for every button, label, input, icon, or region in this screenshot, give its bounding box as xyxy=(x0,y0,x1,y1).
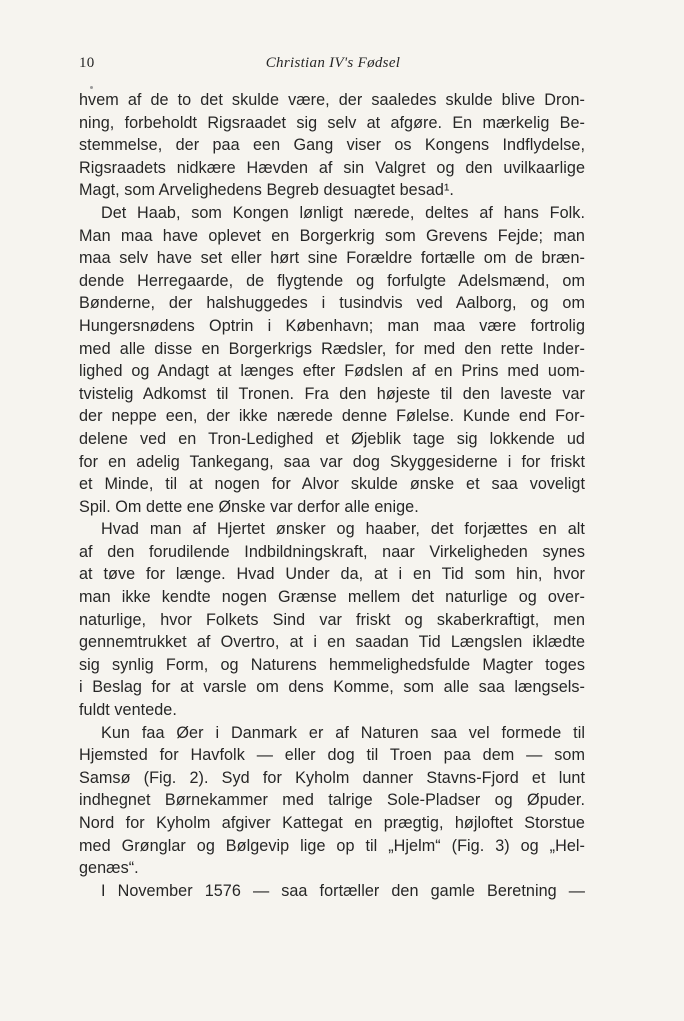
text-line: at tøve for længe. Hvad Under da, at i en Tid som hin, hvor xyxy=(79,565,585,584)
text-line: Magt, som Arvelighedens Begreb desuagtet besad¹. xyxy=(79,181,454,200)
text-line: Nord for Kyholm afgiver Kattegat en prægtig, højloftet Storstue xyxy=(79,814,585,832)
text-line: I November 1576 — saa fortæller den gamle Beretning — xyxy=(101,881,585,900)
running-header xyxy=(79,55,587,79)
text-line: Hjemsted for Havfolk — eller dog til Troen paa dem — som xyxy=(79,746,585,765)
text-line: med alle disse en Borgerkrigs Rædsler, for med den rette Inder- xyxy=(79,339,585,358)
running-title: Christian IV's Fødsel xyxy=(265,55,401,71)
text-line: Kun faa Øer i Danmark er af Naturen saa vel formede til xyxy=(101,723,585,742)
text-line: fuldt ventede. xyxy=(79,701,177,720)
text-line: med Grønglar og Bølgevip lige op til „Hjelm“ (Fig. 3) og „Hel- xyxy=(79,836,585,855)
text-line: gennemtrukket af Overtro, at i en saadan Tid Længslen iklædte xyxy=(79,633,585,652)
text-line: Hvad man af Hjertet ønsker og haaber, det forjættes en alt xyxy=(101,520,585,539)
text-line: indhegnet Børnekammer med talrige Sole-Pladser og Øpuder. xyxy=(79,791,585,810)
text-line: naturlige, hvor Folkets Sind var friskt og skaberkraftigt, men xyxy=(79,610,585,629)
text-line: Hungersnødens Optrin i København; man maa være fortrolig xyxy=(79,316,585,335)
text-line: dende Herregaarde, de flygtende og forfulgte Adelsmænd, om xyxy=(79,271,585,290)
text-line: Rigsraadets nidkære Hævden af sin Valgret og den uvilkaarlige xyxy=(79,158,585,177)
text-line: lighed og Andagt at længes efter Fødslen af en Prins med uom- xyxy=(79,362,585,381)
text-line: af den forudilende Indbildningskraft, naar Virkeligheden synes xyxy=(79,542,585,561)
text-line: Samsø (Fig. 2). Syd for Kyholm danner Stavns-Fjord et lunt xyxy=(79,768,585,787)
text-line: maa selv have set eller hørt sine Forældre fortælle om de bræn- xyxy=(79,249,585,268)
text-line: ning, forbeholdt Rigsraadet sig selv at afgøre. En mærkelig Be- xyxy=(79,113,585,132)
text-line: stemmelse, der paa een Gang viser os Kongens Indflydelse, xyxy=(79,136,585,155)
text-line: et Minde, til at nogen for Alvor skulde ønske et saa voveligt xyxy=(79,475,585,494)
text-line: Bønderne, der halshuggedes i tusindvis ved Aalborg, og om xyxy=(79,294,585,313)
body-text xyxy=(79,89,585,902)
text-line: i Beslag for at varsle om dens Komme, som alle saa længsels- xyxy=(79,678,585,697)
text-line: delene ved en Tron-Ledighed et Øjeblik tage sig lokkende ud xyxy=(79,429,585,448)
text-line: tvistelig Adkomst til Tronen. Fra den højeste til den laveste var xyxy=(79,384,585,403)
text-line: genæs“. xyxy=(79,859,139,878)
text-line: der neppe een, der ikke nærede denne Følelse. Kunde end For- xyxy=(79,407,585,426)
text-line: Det Haab, som Kongen lønligt nærede, deltes af hans Folk. xyxy=(101,203,585,222)
text-line: man ikke kendte nogen Grænse mellem det naturlige og over- xyxy=(79,588,585,607)
text-line: hvem af de to det skulde være, der saaledes skulde blive Dron- xyxy=(79,91,585,109)
page-number: 10 xyxy=(79,55,95,71)
text-line: for en adelig Tankegang, saa var dog Skyggesiderne i for friskt xyxy=(79,452,585,471)
text-line: Man maa have oplevet en Borgerkrig som Grevens Fejde; man xyxy=(79,226,585,245)
text-line: sig synlig Form, og Naturens hemmelighedsfulde Magter toges xyxy=(79,655,585,674)
text-line: Spil. Om dette ene Ønske var derfor alle enige. xyxy=(79,497,419,516)
